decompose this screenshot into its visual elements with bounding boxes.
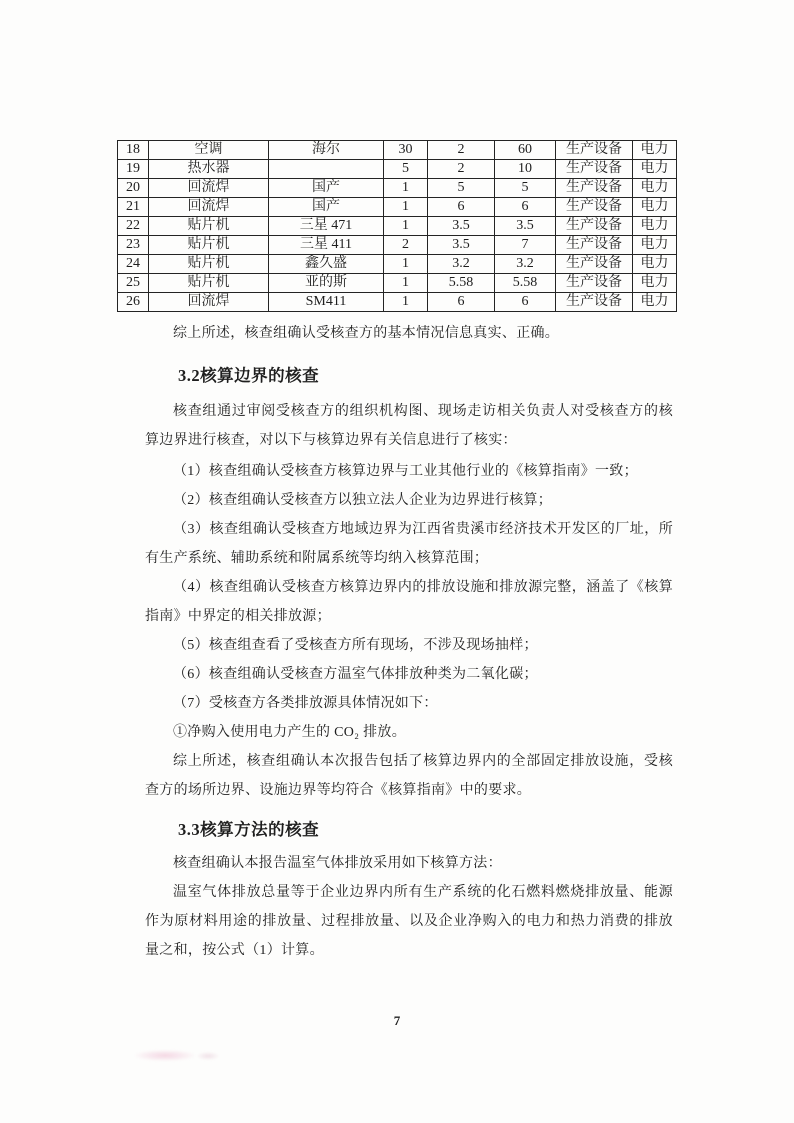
cell-category: 生产设备 [556, 274, 633, 293]
cell-energy: 电力 [633, 217, 677, 236]
boundary-item-3: （3）核查组确认受核查方地域边界为江西省贵溪市经济技术开发区的厂址，所有生产系统、辅助系统和附属系统等均纳入核算范围； [145, 522, 673, 566]
cell-no: 20 [118, 179, 149, 198]
scan-smudge-small [197, 1052, 219, 1060]
table-row [118, 141, 677, 160]
section-3-3-intro: 核查组确认本报告温室气体排放采用如下核算方法： [173, 856, 502, 871]
cell-unit-power: 6 [428, 293, 495, 312]
cell-brand: 亚的斯 [269, 274, 384, 293]
table-row [118, 217, 677, 236]
cell-brand: 国产 [269, 179, 384, 198]
table-row [118, 160, 677, 179]
table-row [118, 274, 677, 293]
cell-device: 贴片机 [149, 217, 269, 236]
cell-count: 30 [384, 141, 428, 160]
cell-brand [269, 160, 384, 179]
cell-category: 生产设备 [556, 255, 633, 274]
cell-no: 22 [118, 217, 149, 236]
cell-energy: 电力 [633, 236, 677, 255]
cell-total-power: 10 [495, 160, 556, 179]
table-row [118, 198, 677, 217]
cell-count: 5 [384, 160, 428, 179]
boundary-item-5: （5）核查组查看了受核查方所有现场，不涉及现场抽样； [173, 638, 538, 653]
cell-unit-power: 3.5 [428, 217, 495, 236]
cell-total-power: 5 [495, 179, 556, 198]
cell-category: 生产设备 [556, 198, 633, 217]
equipment-table [117, 140, 677, 312]
cell-total-power: 3.5 [495, 217, 556, 236]
cell-total-power: 6 [495, 198, 556, 217]
cell-device: 回流焊 [149, 198, 269, 217]
cell-brand: 海尔 [269, 141, 384, 160]
cell-energy: 电力 [633, 293, 677, 312]
cell-energy: 电力 [633, 141, 677, 160]
boundary-item-7: （7）受核查方各类排放源具体情况如下： [173, 696, 438, 711]
section-3-3-body: 温室气体排放总量等于企业边界内所有生产系统的化石燃料燃烧排放量、能源作为原材料用途的排放量、过程排放量、以及企业净购入的电力和热力消费的排放量之和，按公式（1）计算。 [145, 885, 673, 958]
boundary-item-6: （6）核查组确认受核查方温室气体排放种类为二氧化碳； [173, 667, 538, 682]
cell-no: 24 [118, 255, 149, 274]
cell-device: 贴片机 [149, 274, 269, 293]
cell-no: 19 [118, 160, 149, 179]
section-3-2-conclusion: 综上所述，核查组确认本次报告包括了核算边界内的全部固定排放设施，受核查方的场所边界、设施边界等均符合《核算指南》中的要求。 [145, 754, 673, 798]
cell-device: 贴片机 [149, 236, 269, 255]
cell-energy: 电力 [633, 179, 677, 198]
basic-info-conclusion: 综上所述，核查组确认受核查方的基本情况信息真实、正确。 [173, 326, 560, 341]
cell-unit-power: 3.5 [428, 236, 495, 255]
cell-count: 1 [384, 217, 428, 236]
cell-count: 1 [384, 274, 428, 293]
cell-category: 生产设备 [556, 217, 633, 236]
cell-unit-power: 2 [428, 141, 495, 160]
cell-energy: 电力 [633, 274, 677, 293]
cell-total-power: 60 [495, 141, 556, 160]
cell-no: 25 [118, 274, 149, 293]
cell-brand: 三星 411 [269, 236, 384, 255]
cell-category: 生产设备 [556, 141, 633, 160]
cell-unit-power: 3.2 [428, 255, 495, 274]
cell-category: 生产设备 [556, 236, 633, 255]
scan-smudge [135, 1050, 195, 1061]
cell-energy: 电力 [633, 198, 677, 217]
cell-unit-power: 5.58 [428, 274, 495, 293]
cell-total-power: 5.58 [495, 274, 556, 293]
boundary-item-4: （4）核查组确认受核查方核算边界内的排放设施和排放源完整，涵盖了《核算指南》中界定的相关排放源； [145, 580, 673, 624]
boundary-item-1: （1）核查组确认受核查方核算边界与工业其他行业的《核算指南》一致； [173, 464, 638, 479]
cell-brand: SM411 [269, 293, 384, 312]
cell-brand: 国产 [269, 198, 384, 217]
table-row [118, 293, 677, 312]
cell-energy: 电力 [633, 160, 677, 179]
page-content [126, 140, 673, 965]
table-row [118, 255, 677, 274]
cell-unit-power: 2 [428, 160, 495, 179]
section-3-2-intro: 核查组通过审阅受核查方的组织机构图、现场走访相关负责人对受核查方的核算边界进行核查，对以下与核算边界有关信息进行了核实： [145, 404, 673, 448]
cell-count: 1 [384, 255, 428, 274]
cell-energy: 电力 [633, 255, 677, 274]
table-row [118, 236, 677, 255]
cell-no: 23 [118, 236, 149, 255]
emission-source-item: ①净购入使用电力产生的 CO₂ 排放。 [173, 725, 407, 740]
cell-brand: 鑫久盛 [269, 255, 384, 274]
boundary-item-2: （2）核查组确认受核查方以独立法人企业为边界进行核算； [173, 493, 553, 508]
cell-no: 21 [118, 198, 149, 217]
cell-count: 1 [384, 179, 428, 198]
section-heading-3-3: 3.3核算方法的核查 [178, 820, 320, 839]
cell-total-power: 6 [495, 293, 556, 312]
cell-device: 回流焊 [149, 293, 269, 312]
cell-count: 1 [384, 198, 428, 217]
cell-no: 26 [118, 293, 149, 312]
cell-device: 热水器 [149, 160, 269, 179]
page-number: 7 [393, 1013, 401, 1028]
cell-category: 生产设备 [556, 160, 633, 179]
section-heading-3-2: 3.2核算边界的核查 [178, 366, 320, 385]
cell-no: 18 [118, 141, 149, 160]
cell-total-power: 7 [495, 236, 556, 255]
table-row [118, 179, 677, 198]
cell-category: 生产设备 [556, 293, 633, 312]
cell-category: 生产设备 [556, 179, 633, 198]
cell-unit-power: 6 [428, 198, 495, 217]
cell-device: 贴片机 [149, 255, 269, 274]
cell-unit-power: 5 [428, 179, 495, 198]
cell-device: 回流焊 [149, 179, 269, 198]
cell-brand: 三星 471 [269, 217, 384, 236]
cell-count: 2 [384, 236, 428, 255]
cell-device: 空调 [149, 141, 269, 160]
cell-count: 1 [384, 293, 428, 312]
cell-total-power: 3.2 [495, 255, 556, 274]
